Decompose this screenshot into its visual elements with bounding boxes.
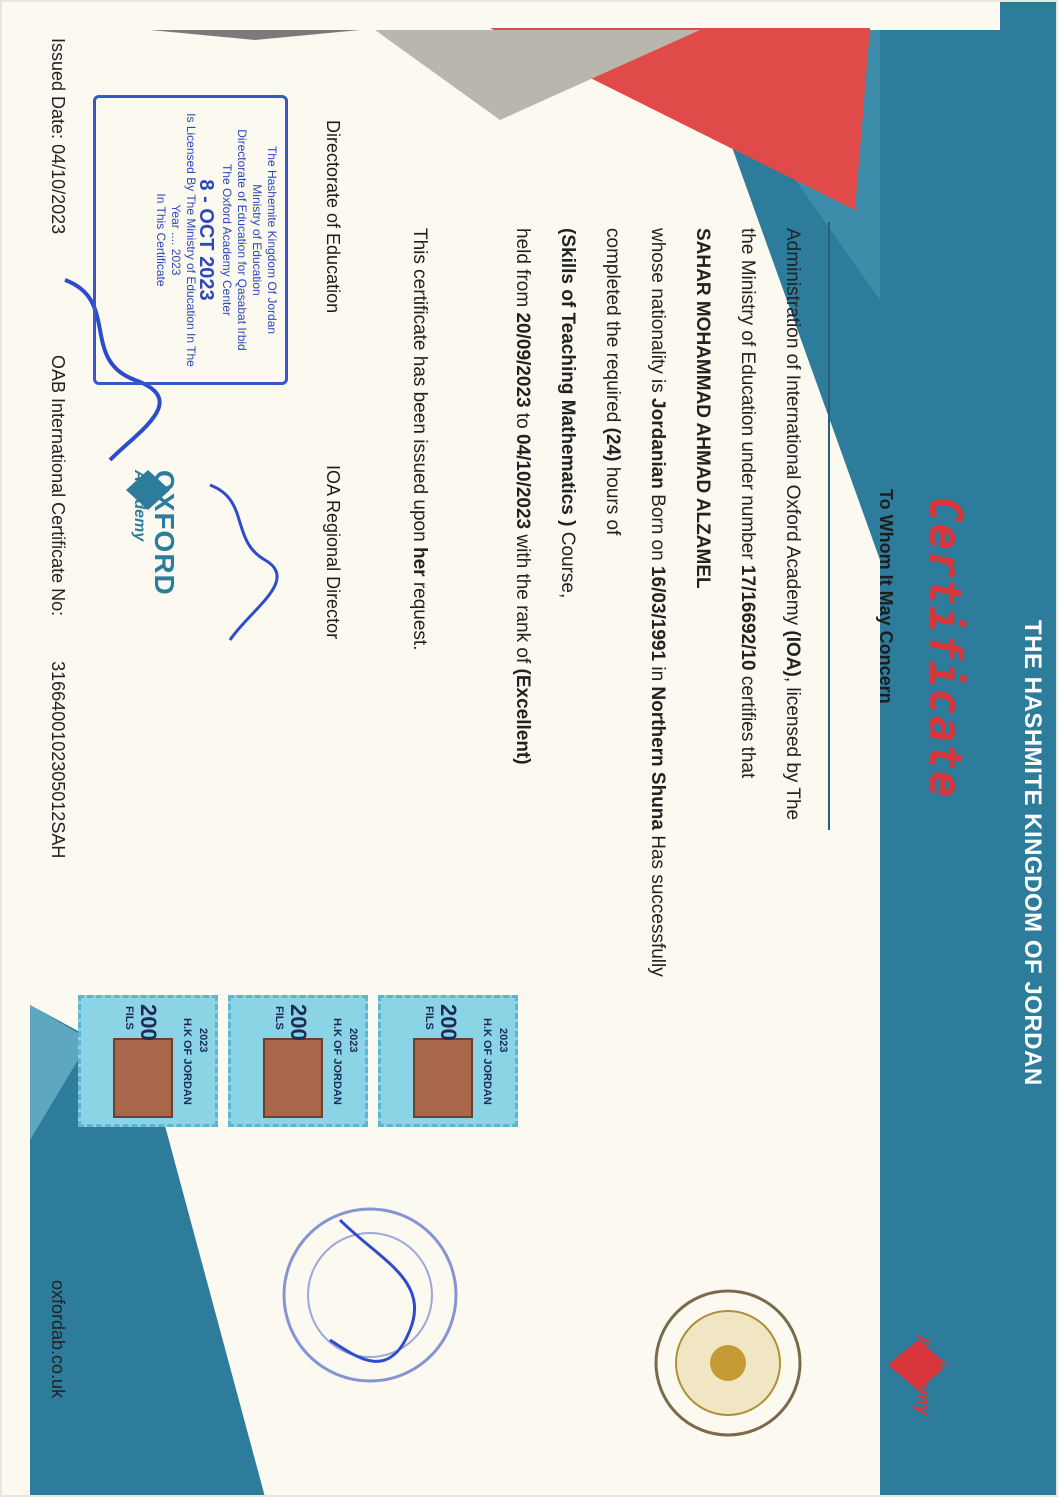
body-line-3 (691, 228, 713, 589)
stamp-unit: FILS (423, 1006, 435, 1030)
stamp-unit: FILS (273, 1006, 285, 1030)
text-span: request. (409, 581, 430, 651)
text-span: completed the required (602, 228, 623, 423)
date-from: 20/09/2023 (512, 312, 533, 408)
stamp-line: Year .... 2023 (169, 204, 183, 276)
text-span: Born on (647, 494, 668, 561)
banner-text: THE HASHMITE KINGDOM OF JORDAN (1019, 620, 1046, 1086)
logo-brand: OXFORD (934, 1335, 972, 1487)
stamp-line: The Oxford Academy Center (220, 163, 234, 317)
license-number: 17/16692/10 (737, 564, 758, 671)
text-span: held from (512, 228, 533, 308)
text-bold: (IOA) (782, 630, 803, 677)
signature-label-right: IOA Regional Director (323, 465, 343, 640)
issued-label: Issued Date: (48, 38, 68, 140)
text-span: to (512, 412, 533, 429)
birth-place: Northern Shuna (647, 686, 668, 830)
text-span: with the rank of (512, 534, 533, 664)
stamp-value: 200 (436, 1004, 461, 1041)
stamp-line: Ministry of Education (250, 184, 264, 296)
website: oxfordab.co.uk (48, 1280, 68, 1399)
ministry-rect-stamp (93, 95, 288, 385)
text-span: Administration of International Oxford Academy (782, 228, 803, 626)
stamp-year: 2023 (197, 1028, 209, 1053)
oxford-logo-top (912, 1335, 972, 1486)
logo-sub: Academy (913, 1335, 933, 1416)
stamp-date: 8 - OCT 2023 (195, 179, 217, 301)
stamp-line: In This Certificate (154, 193, 168, 287)
body-line-8 (408, 228, 430, 650)
divider-line (828, 222, 830, 830)
body-line-1 (781, 228, 803, 820)
course-name: (Skills of Teaching Mathematics ) (557, 228, 578, 527)
body-line-7 (511, 228, 533, 765)
stamp-country: H.K OF JORDAN (181, 1018, 193, 1105)
stamp-picture (263, 1038, 323, 1118)
birth-date: 16/03/1991 (647, 565, 668, 662)
body-line-5 (601, 228, 623, 535)
nationality: Jordanian (647, 398, 668, 489)
stamp-line: Is Licensed By The Ministry of Education In The (184, 113, 198, 367)
logo-brand: OXFORD (149, 470, 180, 596)
body-line-2 (736, 228, 758, 778)
certificate-number (47, 355, 68, 858)
stamp-unit: FILS (123, 1006, 135, 1030)
signature-label-left: Directorate of Education (323, 120, 343, 314)
text-span: , licensed by The (782, 676, 803, 821)
text-span: the Ministry of Education under number (737, 228, 758, 560)
cert-value: 3166400102305012SAH (48, 661, 68, 859)
text-span: Has successfully (647, 835, 668, 977)
cert-label: OAB International Certificate No: (48, 355, 68, 617)
rank: (Excellent) (512, 668, 533, 765)
text-span: This certificate has been issued upon (409, 228, 430, 542)
revenue-stamp (228, 995, 368, 1127)
certificate-title: Certificate (919, 496, 970, 799)
oxford-logo-bottom (130, 470, 180, 596)
issued-date (47, 38, 68, 234)
date-to: 04/10/2023 (512, 434, 533, 530)
body-line-6 (556, 228, 578, 598)
stamp-line: Directorate of Education for Qasabat Irbid (235, 129, 249, 351)
salutation: To Whom It May Concern (876, 489, 896, 704)
text-span: in (647, 666, 668, 682)
recipient-name: SAHAR MOHAMMAD AHMAD ALZAMEL (692, 228, 713, 589)
stamp-value: 200 (286, 1004, 311, 1041)
revenue-stamp (378, 995, 518, 1127)
issued-value: 04/10/2023 (48, 144, 68, 235)
text-span: whose nationality is (647, 228, 668, 393)
body-line-4 (646, 228, 668, 977)
text-span: hours of (602, 466, 623, 536)
stamp-picture (413, 1038, 473, 1118)
stamp-line: The Hashemite Kingdom Of Jordan (265, 145, 279, 335)
text-span: certifies that (737, 675, 758, 779)
stamp-country: H.K OF JORDAN (331, 1018, 343, 1105)
stamp-year: 2023 (347, 1028, 359, 1053)
revenue-stamp (78, 995, 218, 1127)
text-span: Course, (557, 531, 578, 599)
stamp-picture (113, 1038, 173, 1118)
pronoun: her (409, 546, 430, 577)
stamp-value: 200 (136, 1004, 161, 1041)
stamp-year: 2023 (497, 1028, 509, 1053)
stamp-country: H.K OF JORDAN (481, 1018, 493, 1105)
course-hours: (24) (602, 427, 623, 462)
logo-sub: Academy (131, 470, 148, 542)
